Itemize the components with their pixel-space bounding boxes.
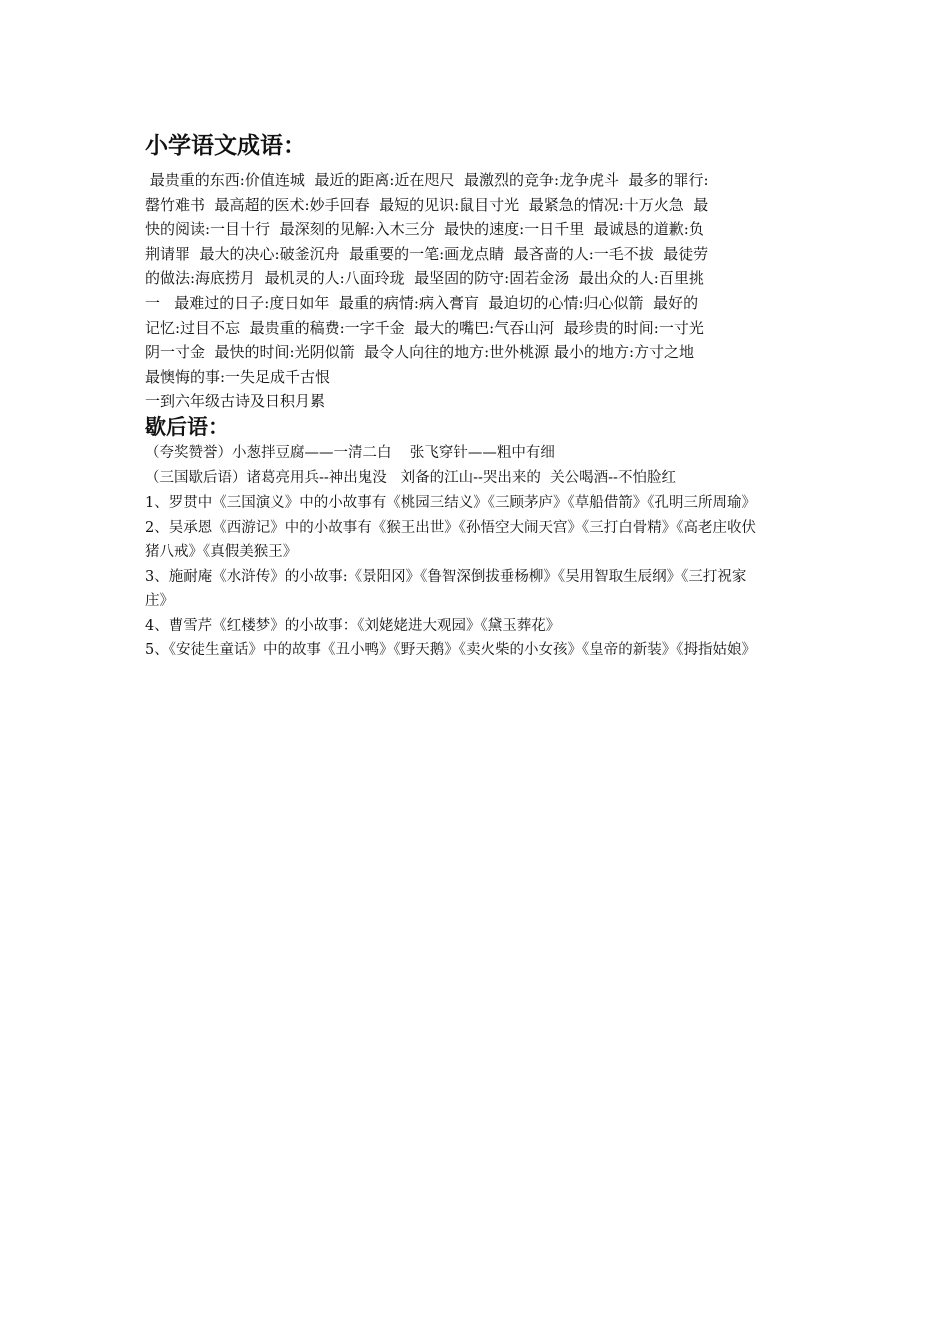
xiehouyu-heading: 歇后语： <box>145 415 229 440</box>
document-page <box>145 130 815 663</box>
story-line-continued: 庄》 <box>145 593 174 610</box>
idiom-line: 最懊悔的事:一失足成千古恨 <box>145 367 331 386</box>
idiom-line: 阴一寸金 最快的时间:光阴似箭 最令人向往的地方:世外桃源 最小的地方:方寸之地 <box>145 343 695 362</box>
idiom-line: 荆请罪 最大的决心:破釜沉舟 最重要的一笔:画龙点睛 最吝啬的人:一毛不拔 最徒劳 <box>145 244 709 263</box>
idiom-line: 快的阅读:一目十行 最深刻的见解:入木三分 最快的速度:一日千里 最诚恳的道歉:负 <box>145 220 704 239</box>
ancient-poems-heading: 一到六年级古诗及日积月累 <box>145 392 326 411</box>
page-title: 小学语文成语： <box>145 133 306 159</box>
idiom-line: 记忆:过目不忘 最贵重的稿费:一字千金 最大的嘴巴:气吞山河 最珍贵的时间:一寸光 <box>145 318 704 337</box>
story-item <box>145 491 815 516</box>
story-item <box>145 638 815 663</box>
story-line: 2、吴承恩《西游记》中的小故事有《猴王出世》《孙悟空大闹天宫》《三打白骨精》《高老庄收伏 <box>145 519 756 536</box>
story-line: 1、罗贯中《三国演义》中的小故事有《桃园三结义》《三顾茅庐》《草船借箭》《孔明三所周瑜》 <box>145 495 756 512</box>
idiom-line: 一 最难过的日子:度日如年 最重的病情:病入膏肓 最迫切的心情:归心似箭 最好的 <box>145 293 699 312</box>
idiom-line: 最贵重的东西:价值连城 最近的距离:近在咫尺 最激烈的竞争:龙争虎斗 最多的罪行: <box>145 171 709 189</box>
idioms-paragraph <box>145 168 815 389</box>
idiom-line: 罄竹难书 最高超的医术:妙手回春 最短的见识:鼠目寸光 最紧急的情况:十万火急 最 <box>145 195 709 214</box>
story-line: 3、施耐庵《水浒传》的小故事:《景阳冈》《鲁智深倒拔垂杨柳》《吴用智取生辰纲》《三打祝家 <box>145 568 747 585</box>
idiom-line: 的做法:海底捞月 最机灵的人:八面玲珑 最坚固的防守:固若金汤 最出众的人:百里挑 <box>145 269 704 288</box>
story-line: 4、曹雪芹《红楼梦》的小故事：《刘姥姥进大观园》《黛玉葬花》 <box>145 617 561 634</box>
story-item <box>145 614 815 639</box>
story-item <box>145 516 815 565</box>
xiehouyu-line: （夸奖赞誉）小葱拌豆腐——一清二白 张飞穿针——粗中有细 <box>145 445 555 462</box>
story-line-continued: 猪八戒》《真假美猴王》 <box>145 544 298 561</box>
story-item <box>145 565 815 614</box>
story-line: 5、《安徒生童话》中的故事《丑小鸭》《野天鹅》《卖火柴的小女孩》《皇帝的新装》《拇指姑娘》 <box>145 642 756 659</box>
xiehouyu-line: （三国歇后语）诸葛亮用兵--神出鬼没 刘备的江山--哭出来的 关公喝酒--不怕脸红 <box>145 470 676 487</box>
